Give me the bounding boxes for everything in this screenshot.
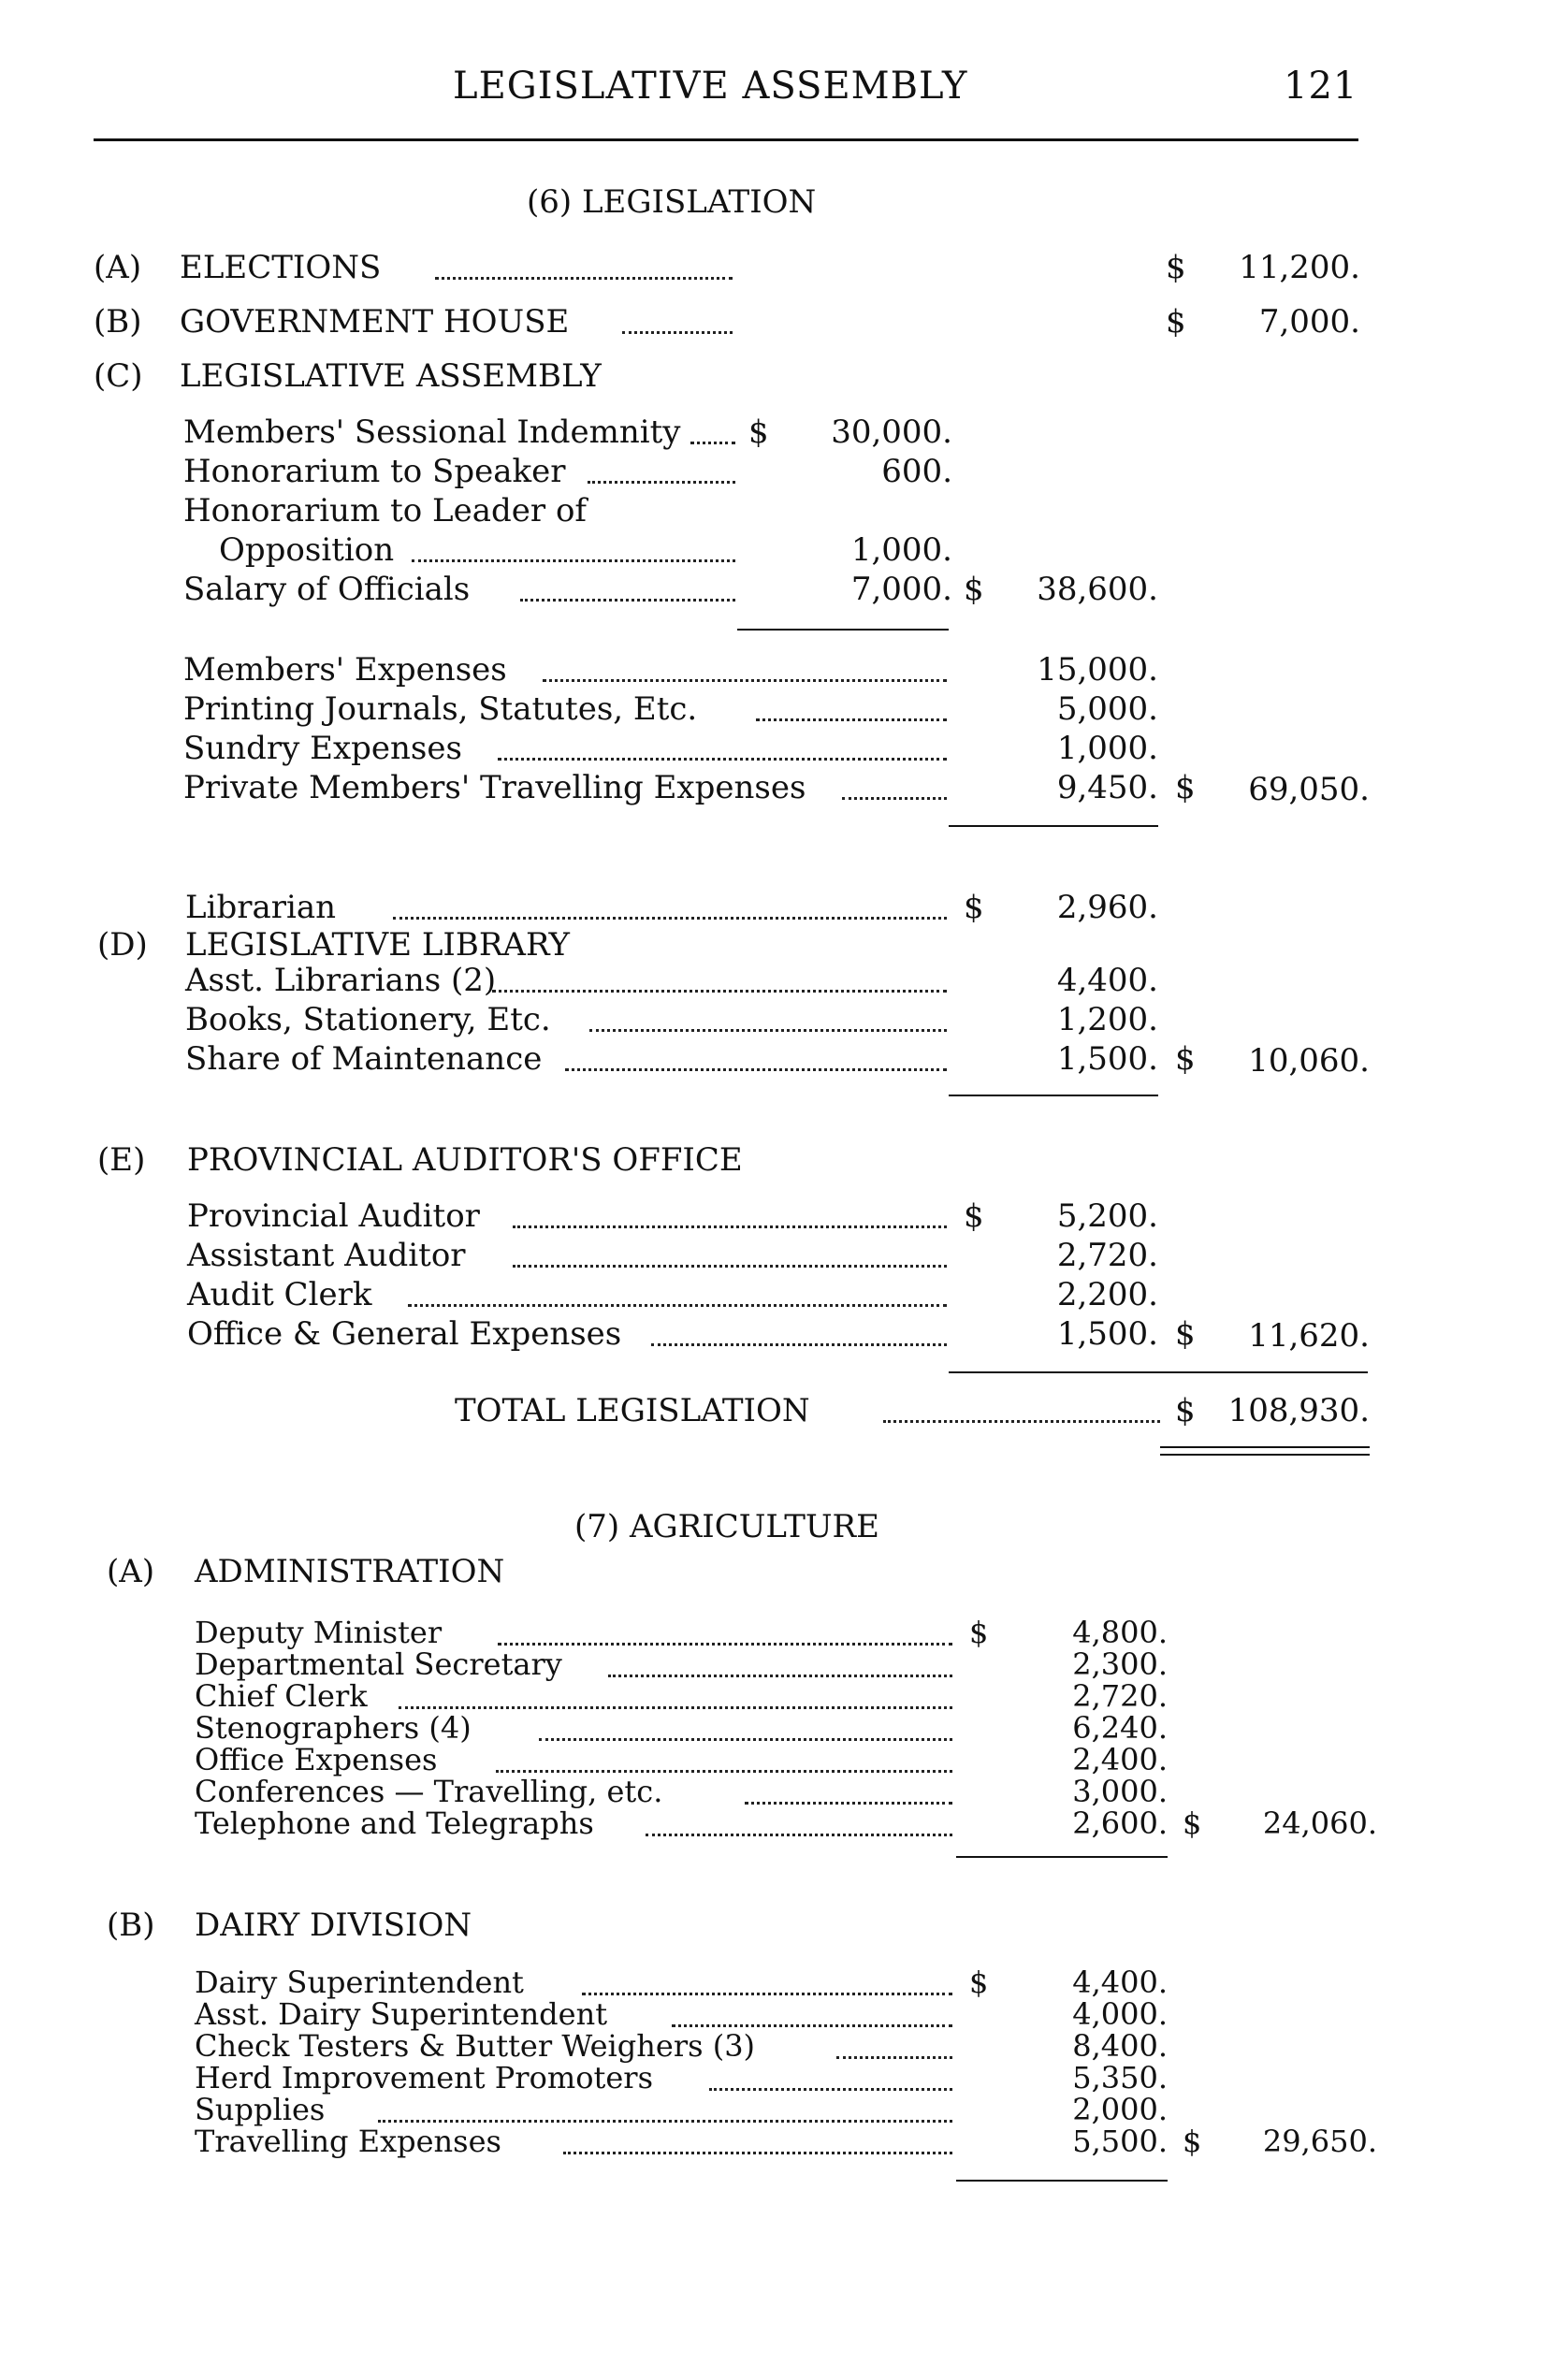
leader-dots [393, 917, 947, 920]
line-label: Check Testers & Butter Weighers (3) [195, 2028, 756, 2064]
leader-dots [412, 559, 735, 562]
line-label: Share of Maintenance [185, 1040, 543, 1078]
line-amount: 5,350. [1072, 2060, 1168, 2095]
line-amount: 2,400. [1072, 1742, 1168, 1777]
header-rule [94, 138, 1358, 141]
double-rule-bottom [1160, 1454, 1370, 1456]
line-amount: 1,000. [850, 531, 952, 569]
leader-dots [842, 797, 947, 800]
line-amount: 1,200. [1056, 1001, 1158, 1038]
section-heading-legislation: (6) LEGISLATION [527, 183, 817, 221]
line-amount: 5,500. [1072, 2124, 1168, 2159]
leader-dots [883, 1420, 1160, 1423]
subtotal-rule [956, 1856, 1168, 1858]
total-provincial-auditor: 11,620. [1248, 1317, 1370, 1355]
subtotal-rule [737, 629, 949, 631]
line-label: Supplies [195, 2092, 326, 2127]
line-label: Librarian [185, 889, 337, 926]
item-letter: (B) [107, 1907, 155, 1944]
line-amount: 5,200. [1056, 1197, 1158, 1235]
dollar-sign: $ [1183, 2124, 1202, 2159]
line-label: Office Expenses [195, 1742, 438, 1777]
item-letter: (A) [107, 1553, 155, 1590]
leader-dots [651, 1343, 947, 1346]
leader-dots [589, 1029, 947, 1032]
leader-dots [513, 1225, 947, 1228]
dollar-sign: $ [1183, 1805, 1202, 1841]
line-amount: 600. [881, 453, 952, 490]
amount-elections: 11,200. [1239, 249, 1360, 286]
leader-dots [756, 718, 947, 721]
item-letter: (A) [94, 249, 142, 286]
line-amount: 2,720. [1072, 1678, 1168, 1714]
line-amount: 4,400. [1056, 962, 1158, 999]
subtotal-rule [956, 2180, 1168, 2182]
leader-dots [513, 1265, 947, 1268]
line-amount: 5,000. [1056, 690, 1158, 728]
line-amount: 2,960. [1056, 889, 1158, 926]
total-rule [949, 1371, 1368, 1373]
line-label: Dairy Superintendent [195, 1965, 524, 2000]
line-label: Honorarium to Leader of [183, 492, 587, 529]
item-label-dairy-division: DAIRY DIVISION [195, 1907, 472, 1944]
leader-dots [622, 331, 733, 334]
dollar-sign: $ [1175, 769, 1196, 806]
item-letter: (B) [94, 303, 142, 341]
line-label: Books, Stationery, Etc. [185, 1001, 551, 1038]
amount-government-house: 7,000. [1258, 303, 1360, 341]
item-letter: (C) [94, 357, 143, 395]
line-amount: 6,240. [1072, 1710, 1168, 1746]
leader-dots [498, 1643, 952, 1646]
line-label: Honorarium to Speaker [183, 453, 566, 490]
dollar-sign: $ [1166, 249, 1186, 286]
line-label: Departmental Secretary [195, 1646, 562, 1682]
leader-dots [672, 2024, 952, 2027]
subtotal-rule [949, 1095, 1158, 1096]
line-label: Assistant Auditor [187, 1237, 466, 1274]
leader-dots [408, 1304, 947, 1307]
leader-dots [492, 990, 947, 993]
line-label: Telephone and Telegraphs [195, 1805, 594, 1841]
line-amount: 1,000. [1056, 730, 1158, 767]
dollar-sign: $ [964, 571, 984, 608]
item-label-legislative-assembly: LEGISLATIVE ASSEMBLY [180, 357, 602, 395]
line-amount: 2,200. [1056, 1276, 1158, 1313]
line-amount: 30,000. [831, 413, 952, 451]
line-amount: 4,400. [1072, 1965, 1168, 2000]
item-label-administration: ADMINISTRATION [195, 1553, 505, 1590]
dollar-sign: $ [964, 889, 984, 926]
line-amount: 8,400. [1072, 2028, 1168, 2064]
line-label: Asst. Librarians (2) [185, 962, 497, 999]
dollar-sign: $ [969, 1615, 989, 1650]
line-label: Private Members' Travelling Expenses [183, 769, 806, 806]
line-label: Travelling Expenses [195, 2124, 501, 2159]
line-amount: 2,300. [1072, 1646, 1168, 1682]
line-amount: 3,000. [1072, 1774, 1168, 1809]
line-amount: 2,600. [1072, 1805, 1168, 1841]
line-label: Audit Clerk [187, 1276, 372, 1313]
page-number: 121 [1284, 65, 1358, 108]
line-amount: 4,000. [1072, 1996, 1168, 2032]
dollar-sign: $ [1175, 1315, 1196, 1353]
leader-dots [378, 2120, 952, 2123]
line-label: Conferences — Travelling, etc. [195, 1774, 663, 1809]
leader-dots [646, 1834, 952, 1836]
item-letter: (E) [97, 1141, 146, 1179]
line-label: Opposition [219, 531, 395, 569]
leader-dots [582, 1993, 952, 1995]
double-rule-top [1160, 1446, 1370, 1448]
leader-dots [543, 679, 947, 682]
leader-dots [588, 481, 735, 484]
dollar-sign: $ [1166, 303, 1186, 341]
dollar-sign: $ [964, 1197, 984, 1235]
line-label: Salary of Officials [183, 571, 471, 608]
page-header-title: LEGISLATIVE ASSEMBLY [453, 65, 968, 108]
line-label: Members' Expenses [183, 651, 507, 689]
line-amount: 4,800. [1072, 1615, 1168, 1650]
leader-dots [565, 1068, 947, 1071]
total-legislative-assembly: 69,050. [1248, 771, 1370, 808]
total-legislation-amount: 108,930. [1227, 1392, 1370, 1429]
item-label-elections: ELECTIONS [180, 249, 382, 286]
leader-dots [498, 758, 947, 761]
leader-dots [690, 442, 735, 444]
total-administration: 24,060. [1262, 1805, 1377, 1841]
leader-dots [608, 1675, 952, 1677]
line-amount: 15,000. [1037, 651, 1158, 689]
dollar-sign: $ [969, 1965, 989, 2000]
leader-dots [745, 1802, 952, 1805]
total-dairy-division: 29,650. [1262, 2124, 1377, 2159]
line-label: Asst. Dairy Superintendent [195, 1996, 608, 2032]
line-label: Printing Journals, Statutes, Etc. [183, 690, 698, 728]
item-label-legislative-library: LEGISLATIVE LIBRARY [185, 926, 570, 964]
leader-dots [563, 2152, 952, 2154]
leader-dots [520, 599, 735, 602]
item-label-government-house: GOVERNMENT HOUSE [180, 303, 570, 341]
dollar-sign: $ [748, 413, 769, 451]
dollar-sign: $ [1175, 1040, 1196, 1078]
line-amount: 2,720. [1056, 1237, 1158, 1274]
leader-dots [399, 1706, 952, 1709]
line-label: Deputy Minister [195, 1615, 443, 1650]
line-amount: 9,450. [1056, 769, 1158, 806]
leader-dots [435, 277, 733, 280]
line-amount: 7,000. [850, 571, 952, 608]
line-amount: 1,500. [1056, 1315, 1158, 1353]
subtotal-rule [949, 825, 1158, 827]
line-label: Office & General Expenses [187, 1315, 622, 1353]
line-label: Chief Clerk [195, 1678, 368, 1714]
leader-dots [539, 1738, 952, 1741]
leader-dots [709, 2088, 952, 2091]
line-label: Stenographers (4) [195, 1710, 472, 1746]
dollar-sign: $ [1175, 1392, 1196, 1429]
line-label: Herd Improvement Promoters [195, 2060, 653, 2095]
line-label: Sundry Expenses [183, 730, 462, 767]
line-amount: 2,000. [1072, 2092, 1168, 2127]
total-legislation-label: TOTAL LEGISLATION [455, 1392, 810, 1429]
leader-dots [836, 2056, 952, 2059]
subtotal-amount: 38,600. [1037, 571, 1158, 608]
leader-dots [496, 1770, 952, 1773]
total-legislative-library: 10,060. [1248, 1042, 1370, 1080]
line-label: Members' Sessional Indemnity [183, 413, 681, 451]
line-label: Provincial Auditor [187, 1197, 480, 1235]
section-heading-agriculture: (7) AGRICULTURE [574, 1508, 879, 1545]
item-letter: (D) [97, 926, 148, 964]
line-amount: 1,500. [1056, 1040, 1158, 1078]
item-label-provincial-auditors-office: PROVINCIAL AUDITOR'S OFFICE [187, 1141, 743, 1179]
